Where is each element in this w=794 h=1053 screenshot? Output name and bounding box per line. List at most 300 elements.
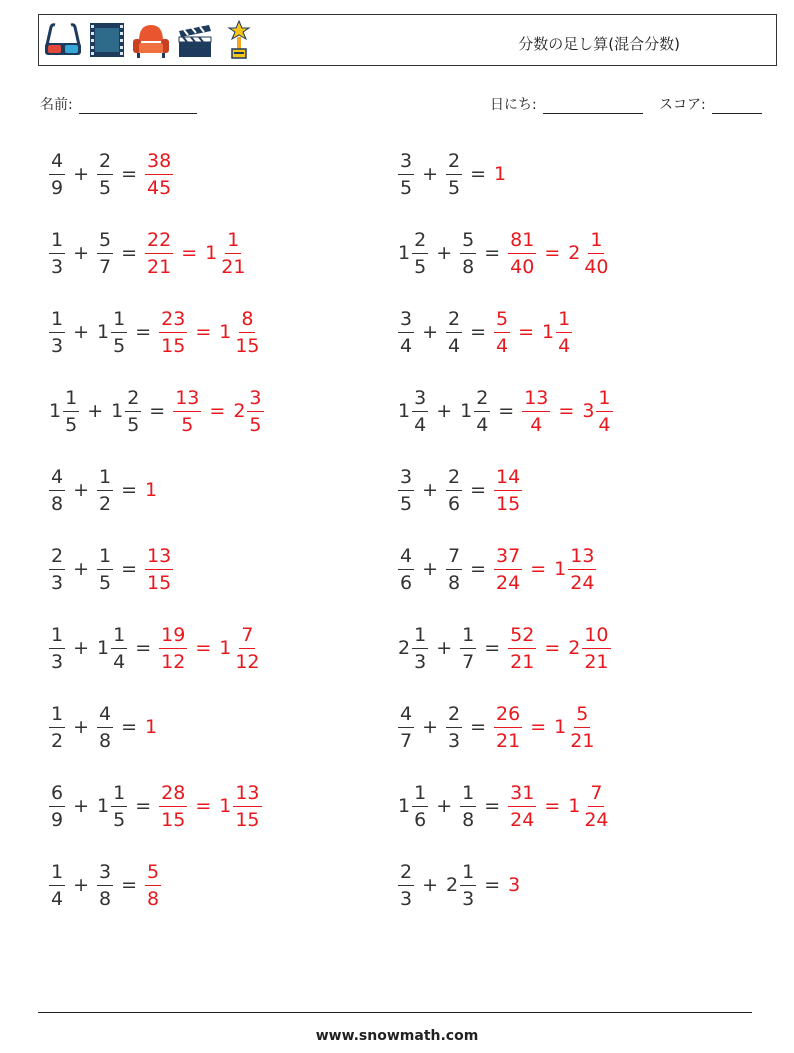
fraction: [460, 622, 476, 675]
numerator: 7: [588, 780, 604, 807]
plus-sign: +: [73, 479, 90, 501]
numerator: 1: [460, 859, 476, 886]
problem-row: [396, 301, 574, 363]
numerator: 3: [398, 148, 414, 175]
numerator: 1: [225, 227, 241, 254]
numerator: 4: [49, 148, 65, 175]
fraction: [247, 385, 263, 438]
answer-value: [492, 543, 524, 596]
numerator: 22: [145, 227, 173, 254]
fraction: [49, 227, 65, 280]
header-icons: [43, 19, 259, 61]
fraction: [508, 622, 536, 675]
equals-sign: =: [484, 637, 501, 659]
whole-part: 3: [508, 874, 521, 896]
equals-sign: =: [544, 795, 561, 817]
denominator: 8: [462, 808, 475, 831]
numerator: 1: [588, 227, 604, 254]
plus-sign: +: [422, 874, 439, 896]
problem-row: [47, 775, 264, 837]
denominator: 2: [51, 729, 64, 752]
plus-sign: +: [436, 400, 453, 422]
score-label: スコア:: [659, 97, 706, 113]
fraction: [460, 859, 476, 912]
answer-value: [143, 479, 157, 501]
mixed-number: [47, 780, 67, 833]
denominator: 5: [414, 255, 427, 278]
denominator: 4: [496, 334, 509, 357]
whole-part: 1: [219, 795, 232, 817]
numerator: 1: [412, 780, 428, 807]
score-field: [659, 94, 762, 114]
numerator: 7: [239, 622, 255, 649]
plus-sign: +: [73, 558, 90, 580]
denominator: 4: [113, 650, 126, 673]
answer-value: [506, 780, 538, 833]
mixed-number: [444, 464, 464, 517]
whole-part: 1: [554, 716, 567, 738]
answer-value: [143, 148, 175, 201]
equals-sign: =: [470, 716, 487, 738]
fraction: [233, 306, 261, 359]
denominator: 21: [147, 255, 172, 278]
fraction: [494, 464, 522, 517]
fraction: [111, 622, 127, 675]
whole-part: 1: [542, 321, 555, 343]
denominator: 4: [51, 887, 64, 910]
numerator: 2: [446, 148, 462, 175]
fraction: [233, 780, 261, 833]
fraction: [159, 622, 187, 675]
denominator: 21: [584, 650, 609, 673]
mixed-number: [95, 306, 129, 359]
fraction: [49, 622, 65, 675]
fraction: [145, 543, 173, 596]
date-label: 日にち:: [490, 97, 537, 113]
equals-sign: =: [181, 242, 198, 264]
denominator: 4: [598, 413, 611, 436]
denominator: 5: [448, 176, 461, 199]
denominator: 8: [99, 887, 112, 910]
numerator: 3: [398, 306, 414, 333]
denominator: 7: [462, 650, 475, 673]
numerator: 4: [49, 464, 65, 491]
denominator: 4: [558, 334, 571, 357]
mixed-number: [458, 227, 478, 280]
fraction: [494, 543, 522, 596]
whole-part: 1: [97, 795, 110, 817]
plus-sign: +: [73, 795, 90, 817]
numerator: 1: [49, 859, 65, 886]
fraction: [556, 306, 572, 359]
denominator: 45: [147, 176, 172, 199]
mixed-number: [47, 464, 67, 517]
problem-row: [47, 617, 264, 679]
denominator: 3: [448, 729, 461, 752]
footer-url: www.snowmath.com: [315, 1028, 479, 1044]
plus-sign: +: [422, 716, 439, 738]
numerator: 38: [145, 148, 173, 175]
equals-sign: =: [195, 795, 212, 817]
mixed-number: [95, 780, 129, 833]
numerator: 4: [398, 543, 414, 570]
equals-sign: =: [544, 637, 561, 659]
mixed-number: [95, 701, 115, 754]
fraction: [97, 464, 113, 517]
numerator: 37: [494, 543, 522, 570]
numerator: 5: [145, 859, 161, 886]
denominator: 5: [113, 334, 126, 357]
answer-value: [520, 385, 552, 438]
whole-part: 1: [398, 400, 411, 422]
numerator: 7: [446, 543, 462, 570]
whole-part: 2: [398, 637, 411, 659]
denominator: 3: [51, 650, 64, 673]
mixed-number: [458, 622, 478, 675]
numerator: 2: [49, 543, 65, 570]
fraction: [582, 780, 610, 833]
equals-sign: =: [121, 479, 138, 501]
denominator: 7: [99, 255, 112, 278]
whole-part: 1: [97, 637, 110, 659]
denominator: 8: [147, 887, 160, 910]
numerator: 1: [49, 306, 65, 333]
plus-sign: +: [73, 321, 90, 343]
answer-value: [492, 701, 524, 754]
equals-sign: =: [135, 795, 152, 817]
problem-row: [47, 538, 175, 600]
mixed-number: [95, 622, 129, 675]
fraction: [494, 701, 522, 754]
numerator: 1: [97, 543, 113, 570]
plus-sign: +: [73, 163, 90, 185]
equals-sign: =: [470, 321, 487, 343]
answer-value: [231, 385, 265, 438]
answer-value: [157, 622, 189, 675]
whole-part: 1: [568, 795, 581, 817]
worksheet-title: 分数の足し算(混合分数): [518, 35, 680, 53]
numerator: 23: [159, 306, 187, 333]
fraction: [398, 464, 414, 517]
denominator: 5: [400, 176, 413, 199]
denominator: 15: [161, 334, 186, 357]
numerator: 1: [556, 306, 572, 333]
equals-sign: =: [121, 716, 138, 738]
denominator: 12: [161, 650, 186, 673]
equals-sign: =: [209, 400, 226, 422]
fraction: [596, 385, 612, 438]
fraction: [145, 148, 173, 201]
mixed-number: [444, 859, 478, 912]
mixed-number: [396, 227, 430, 280]
denominator: 12: [235, 650, 260, 673]
plus-sign: +: [87, 400, 104, 422]
mixed-number: [47, 385, 81, 438]
answer-value: [566, 622, 612, 675]
whole-part: 1: [398, 795, 411, 817]
problem-row: [47, 143, 175, 205]
numerator: 5: [574, 701, 590, 728]
whole-part: 1: [494, 163, 507, 185]
numerator: 1: [111, 622, 127, 649]
whole-part: 2: [568, 637, 581, 659]
fraction: [145, 859, 161, 912]
fraction: [398, 543, 414, 596]
plus-sign: +: [73, 874, 90, 896]
plus-sign: +: [73, 637, 90, 659]
fraction: [49, 780, 65, 833]
mixed-number: [458, 780, 478, 833]
fraction: [97, 543, 113, 596]
mixed-number: [47, 306, 67, 359]
fraction: [159, 306, 187, 359]
fraction: [398, 148, 414, 201]
numerator: 1: [111, 780, 127, 807]
numerator: 2: [474, 385, 490, 412]
denominator: 4: [414, 413, 427, 436]
numerator: 13: [145, 543, 173, 570]
problem-row: [396, 143, 506, 205]
numerator: 6: [49, 780, 65, 807]
mixed-number: [396, 543, 416, 596]
numerator: 4: [398, 701, 414, 728]
denominator: 5: [99, 571, 112, 594]
name-field: [40, 94, 197, 114]
fraction: [460, 780, 476, 833]
answer-value: [492, 163, 506, 185]
plus-sign: +: [73, 242, 90, 264]
mixed-number: [444, 701, 464, 754]
equals-sign: =: [470, 479, 487, 501]
fraction: [97, 148, 113, 201]
fraction: [460, 227, 476, 280]
mixed-number: [95, 227, 115, 280]
denominator: 5: [99, 176, 112, 199]
plus-sign: +: [422, 321, 439, 343]
equals-sign: =: [470, 558, 487, 580]
problem-row: [47, 222, 249, 284]
fraction: [412, 780, 428, 833]
numerator: 3: [412, 385, 428, 412]
numerator: 52: [508, 622, 536, 649]
whole-part: 2: [233, 400, 246, 422]
mixed-number: [396, 780, 430, 833]
answer-value: [540, 306, 574, 359]
numerator: 2: [97, 148, 113, 175]
denominator: 21: [221, 255, 246, 278]
denominator: 4: [400, 334, 413, 357]
denominator: 5: [65, 413, 78, 436]
denominator: 6: [448, 492, 461, 515]
mixed-number: [444, 543, 464, 596]
numerator: 13: [568, 543, 596, 570]
mixed-number: [444, 148, 464, 201]
answer-value: [217, 780, 263, 833]
footer-divider: [38, 1012, 752, 1013]
answer-value: [566, 780, 612, 833]
denominator: 21: [496, 729, 521, 752]
fraction: [446, 464, 462, 517]
numerator: 28: [159, 780, 187, 807]
answer-value: [143, 716, 157, 738]
equals-sign: =: [121, 558, 138, 580]
denominator: 2: [99, 492, 112, 515]
plus-sign: +: [422, 163, 439, 185]
denominator: 6: [414, 808, 427, 831]
equals-sign: =: [149, 400, 166, 422]
denominator: 5: [113, 808, 126, 831]
mixed-number: [396, 306, 416, 359]
denominator: 15: [147, 571, 172, 594]
problem-row: [396, 617, 613, 679]
fraction: [233, 622, 261, 675]
answer-value: [506, 874, 520, 896]
mixed-number: [47, 148, 67, 201]
fraction: [63, 385, 79, 438]
name-blank-line[interactable]: [79, 99, 197, 114]
denominator: 15: [235, 808, 260, 831]
denominator: 3: [51, 255, 64, 278]
denominator: 5: [181, 413, 194, 436]
date-field: [490, 94, 643, 114]
answer-value: [492, 306, 512, 359]
equals-sign: =: [484, 242, 501, 264]
whole-part: 1: [97, 321, 110, 343]
equals-sign: =: [135, 637, 152, 659]
denominator: 3: [400, 887, 413, 910]
fraction: [49, 148, 65, 201]
numerator: 1: [49, 227, 65, 254]
3d-glasses-icon: [43, 19, 83, 61]
mixed-number: [47, 227, 67, 280]
whole-part: 1: [554, 558, 567, 580]
denominator: 8: [462, 255, 475, 278]
denominator: 24: [584, 808, 609, 831]
numerator: 1: [460, 780, 476, 807]
denominator: 3: [51, 571, 64, 594]
equals-sign: =: [195, 321, 212, 343]
fraction: [568, 543, 596, 596]
denominator: 15: [496, 492, 521, 515]
denominator: 24: [570, 571, 595, 594]
numerator: 3: [247, 385, 263, 412]
fraction: [412, 385, 428, 438]
answer-value: [143, 543, 175, 596]
fraction: [412, 622, 428, 675]
plus-sign: +: [73, 716, 90, 738]
fraction: [446, 701, 462, 754]
numerator: 3: [398, 464, 414, 491]
equals-sign: =: [558, 400, 575, 422]
problem-row: [47, 301, 264, 363]
mixed-number: [396, 385, 430, 438]
answer-value: [157, 780, 189, 833]
equals-sign: =: [530, 558, 547, 580]
whole-part: 1: [398, 242, 411, 264]
denominator: 4: [476, 413, 489, 436]
problem-row: [396, 222, 613, 284]
numerator: 2: [398, 859, 414, 886]
problem-row: [47, 380, 266, 442]
fraction: [508, 227, 536, 280]
answer-value: [580, 385, 614, 438]
worksheet-header: [38, 14, 777, 66]
denominator: 3: [462, 887, 475, 910]
denominator: 24: [510, 808, 535, 831]
denominator: 7: [400, 729, 413, 752]
plus-sign: +: [422, 479, 439, 501]
fraction: [508, 780, 536, 833]
fraction: [97, 859, 113, 912]
score-blank-line[interactable]: [712, 99, 762, 114]
numerator: 3: [97, 859, 113, 886]
problem-row: [396, 854, 520, 916]
numerator: 81: [508, 227, 536, 254]
denominator: 21: [510, 650, 535, 673]
clapperboard-icon: [175, 19, 215, 61]
fraction: [494, 306, 510, 359]
numerator: 31: [508, 780, 536, 807]
denominator: 3: [51, 334, 64, 357]
fraction: [97, 701, 113, 754]
fraction: [125, 385, 141, 438]
whole-part: 1: [460, 400, 473, 422]
name-label: 名前:: [40, 97, 73, 113]
numerator: 2: [412, 227, 428, 254]
answer-value: [506, 622, 538, 675]
mixed-number: [47, 701, 67, 754]
denominator: 8: [448, 571, 461, 594]
denominator: 8: [51, 492, 64, 515]
answer-value: [203, 227, 249, 280]
answer-value: [217, 622, 263, 675]
numerator: 1: [460, 622, 476, 649]
numerator: 13: [173, 385, 201, 412]
numerator: 1: [49, 701, 65, 728]
numerator: 13: [522, 385, 550, 412]
equals-sign: =: [484, 795, 501, 817]
answer-value: [552, 543, 598, 596]
numerator: 1: [111, 306, 127, 333]
fraction: [111, 780, 127, 833]
mixed-number: [109, 385, 143, 438]
numerator: 19: [159, 622, 187, 649]
mixed-number: [95, 464, 115, 517]
answer-value: [143, 859, 163, 912]
fraction: [219, 227, 247, 280]
answer-value: [492, 464, 524, 517]
equals-sign: =: [518, 321, 535, 343]
numerator: 4: [97, 701, 113, 728]
whole-part: 1: [219, 321, 232, 343]
date-blank-line[interactable]: [543, 99, 643, 114]
fraction: [582, 622, 610, 675]
mixed-number: [95, 543, 115, 596]
fraction: [49, 464, 65, 517]
denominator: 4: [448, 334, 461, 357]
denominator: 5: [249, 413, 262, 436]
fraction: [49, 859, 65, 912]
denominator: 5: [400, 492, 413, 515]
numerator: 5: [97, 227, 113, 254]
fraction: [111, 306, 127, 359]
problem-row: [47, 854, 163, 916]
denominator: 21: [570, 729, 595, 752]
fraction: [49, 701, 65, 754]
fraction: [97, 227, 113, 280]
fraction: [49, 543, 65, 596]
fraction: [446, 543, 462, 596]
